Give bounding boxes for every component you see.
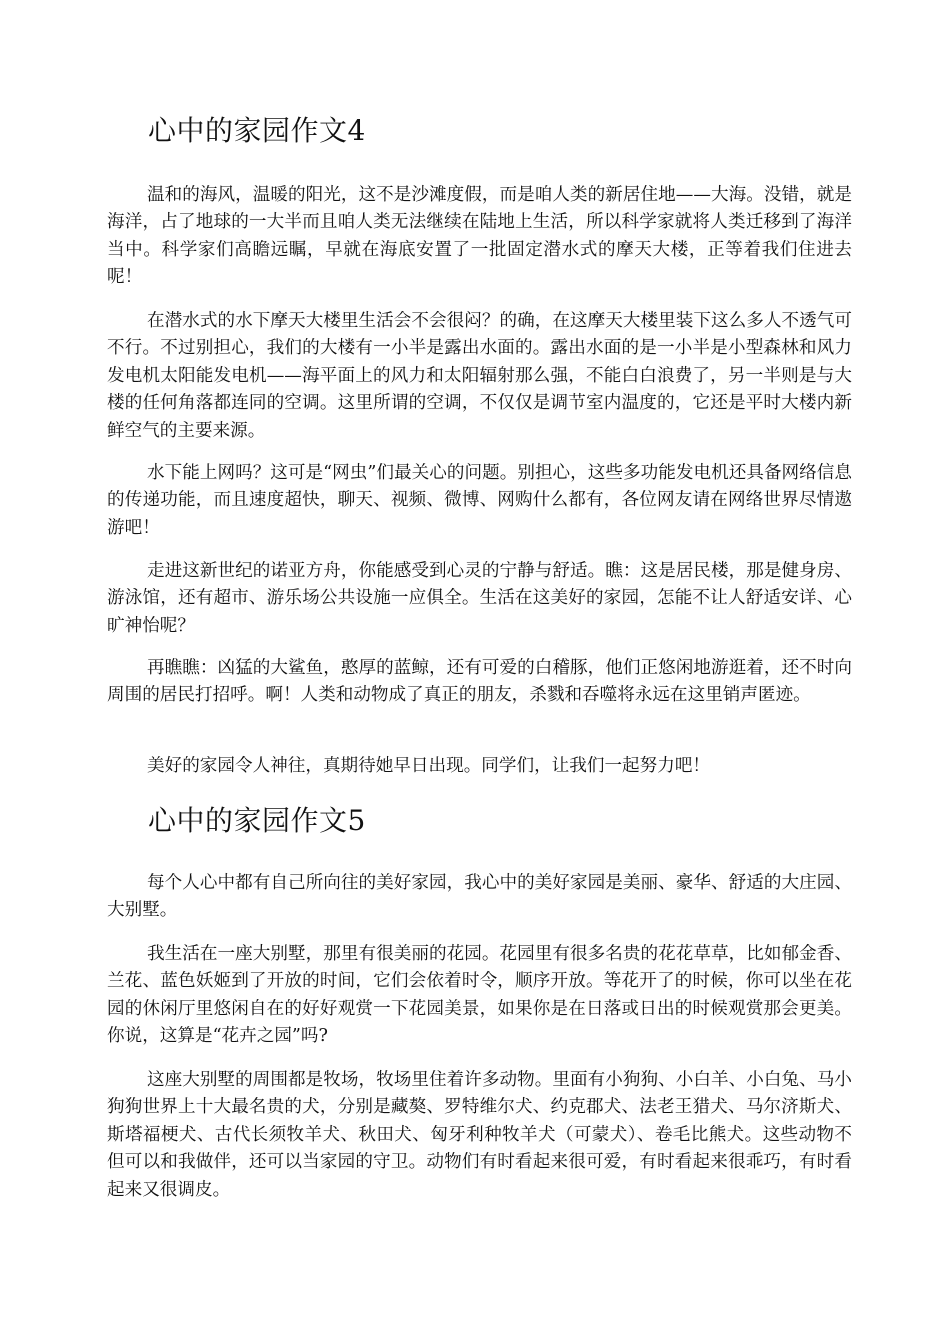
essay-4-paragraph-4: 走进这新世纪的诺亚方舟，你能感受到心灵的宁静与舒适。瞧：这是居民楼，那是健身房、游泳馆，还有超市、游乐场公共设施一应俱全。生活在这美好的家园，怎能不让人舒适安详、心旷神怡呢？ [107,561,852,636]
essay-4-paragraph-5: 再瞧瞧：凶猛的大鲨鱼，憨厚的蓝鲸，还有可爱的白稽豚，他们正悠闲地游逛着，还不时向周围的居民打招呼。啊！人类和动物成了真正的朋友，杀戮和吞噬将永远在这里销声匿迹。 [107,658,852,706]
essay-5-paragraph-1: 每个人心中都有自己所向往的美好家园，我心中的美好家园是美丽、豪华、舒适的大庄园、大别墅。 [107,873,852,921]
essay-5-title: 心中的家园作文5 [148,804,366,837]
essay-4-paragraph-3: 水下能上网吗？这可是“网虫”们最关心的问题。别担心，这些多功能发电机还具备网络信息的传递功能，而且速度超快，聊天、视频、微博、网购什么都有，各位网友请在网络世界尽情遨游吧！ [107,463,852,538]
essay-5-paragraph-2: 我生活在一座大别墅，那里有很美丽的花园。花园里有很多名贵的花花草草，比如郁金香、兰花、蓝色妖姬到了开放的时间，它们会依着时令，顺序开放。等花开了的时候，你可以坐在花园的休闲厅里悠闲自在的好好观赏一下花园美景，如果你是在日落或日出的时候观赏那会更美。你说，这算是“花卉之园”吗? [107,944,852,1047]
essay-4-title: 心中的家园作文4 [148,114,366,147]
essay-4-paragraph-6: 美好的家园令人神往，真期待她早日出现。同学们，让我们一起努力吧！ [147,756,711,776]
essay-4-paragraph-2: 在潜水式的水下摩天大楼里生活会不会很闷？的确，在这摩天大楼里装下这么多人不透气可不行。不过别担心，我们的大楼有一小半是露出水面的。露出水面的是一小半是小型森林和风力发电机太阳能发电机——海平面上的风力和太阳辐射那么强，不能白白浪费了，另一半则是与大楼的任何角落都连同的空调。这里所谓的空调，不仅仅是调节室内温度的，它还是平时大楼内新鲜空气的主要来源。 [107,311,852,441]
essay-4-paragraph-1: 温和的海风，温暖的阳光，这不是沙滩度假，而是咱人类的新居住地——大海。没错，就是海洋，占了地球的一大半而且咱人类无法继续在陆地上生活，所以科学家就将人类迁移到了海洋当中。科学家们高瞻远瞩，早就在海底安置了一批固定潜水式的摩天大楼，正等着我们住进去呢！ [107,185,852,288]
essay-5-paragraph-3: 这座大别墅的周围都是牧场，牧场里住着许多动物。里面有小狗狗、小白羊、小白兔、马小狗狗世界上十大最名贵的犬，分别是藏獒、罗特维尔犬、约克郡犬、法老王猎犬、马尔济斯犬、斯塔福梗犬、古代长须牧羊犬、秋田犬、匈牙利种牧羊犬（可蒙犬）、卷毛比熊犬。这些动物不但可以和我做伴，还可以当家园的守卫。动物们有时看起来很可爱，有时看起来很乖巧，有时看起来又很调皮。 [107,1070,852,1200]
